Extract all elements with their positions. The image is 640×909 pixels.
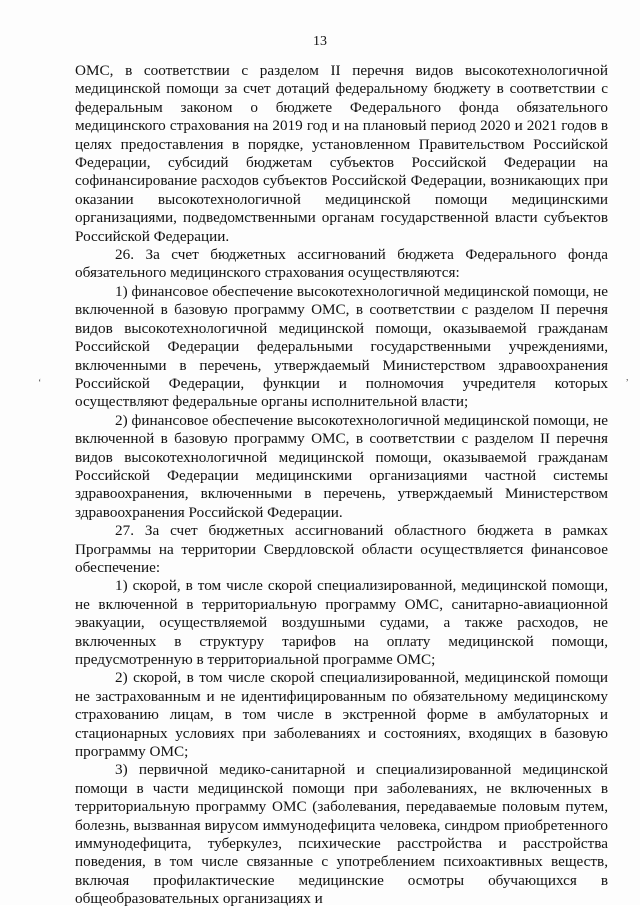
paragraph: 26. За счет бюджетных ассигнований бюджета Федерального фонда обязательного медицинского страхования осуществляются: (75, 246, 608, 282)
paragraph: 3) первичной медико-санитарной и специализированной медицинской помощи в части медицинской помощи при заболеваниях, не включенных в территориальную программу ОМС (заболевания, передаваемые половым путем, болезнь, вызванная вирусом иммунодефицита человека, синдром приобретенного иммунодефицита, туберкулез, психические расстройства и расстройства поведения, в том числе связанные с употреблением психоактивных веществ, включая профилактические медицинские осмотры обучающихся в общеобразовательных организациях и (75, 761, 608, 908)
paragraph: 2) скорой, в том числе скорой специализированной, медицинской помощи не застрахованным и не идентифицированным по обязательному медицинскому страхованию лицам, в том числе в экстренной форме в амбулаторных и стационарных условиях при заболеваниях и состояниях, входящих в базовую программу ОМС; (75, 669, 608, 761)
document-body (75, 62, 608, 909)
paragraph: ОМС, в соответствии с разделом II перечня видов высокотехнологичной медицинской помощи за счет дотаций федеральному бюджету в соответствии с федеральным законом о бюджете Федерального фонда обязательного медицинского страхования на 2019 год и на плановый период 2020 и 2021 годов в целях предоставления в порядке, установленном Правительством Российской Федерации, субсидий бюджетам субъектов Российской Федерации на софинансирование расходов субъектов Российской Федерации, возникающих при оказании высокотехнологичной медицинской помощи медицинскими организациями, подведомственными органам государственной власти субъектов Российской Федерации. (75, 62, 608, 245)
paragraph: 1) скорой, в том числе скорой специализированной, медицинской помощи, не включенной в территориальную программу ОМС, санитарно-авиационной эвакуации, осуществляемой воздушными судами, а также расходов, не включенных в структуру тарифов на оплату медицинской помощи, предусмотренную в территориальной программе ОМС; (75, 577, 608, 668)
paragraph: 1) финансовое обеспечение высокотехнологичной медицинской помощи, не включенной в базовую программу ОМС, в соответствии с разделом II перечня видов высокотехнологичной медицинской помощи, оказываемой гражданам Российской Федерации федеральными государственными учреждениями, включенными в перечень, утверждаемый Министерством здравоохранения Российской Федерации, функции и полномочия учредителя которых осуществляют федеральные органы исполнительной власти; (75, 282, 608, 411)
paragraph: 27. За счет бюджетных ассигнований областного бюджета в рамках Программы на территории Свердловской области осуществляется финансовое обеспечение: (75, 522, 608, 576)
scan-mark-left: ‘ (38, 378, 42, 389)
paragraph: 2) финансовое обеспечение высокотехнологичной медицинской помощи, не включенной в базовую программу ОМС, в соответствии с разделом II перечня видов высокотехнологичной медицинской помощи, оказываемой гражданам Российской Федерации медицинскими организациями частной системы здравоохранения, включенными в перечень, утверждаемый Министерством здравоохранения Российской Федерации. (75, 411, 608, 521)
scan-mark-right: , (626, 372, 629, 383)
page-number: 13 (313, 34, 327, 49)
